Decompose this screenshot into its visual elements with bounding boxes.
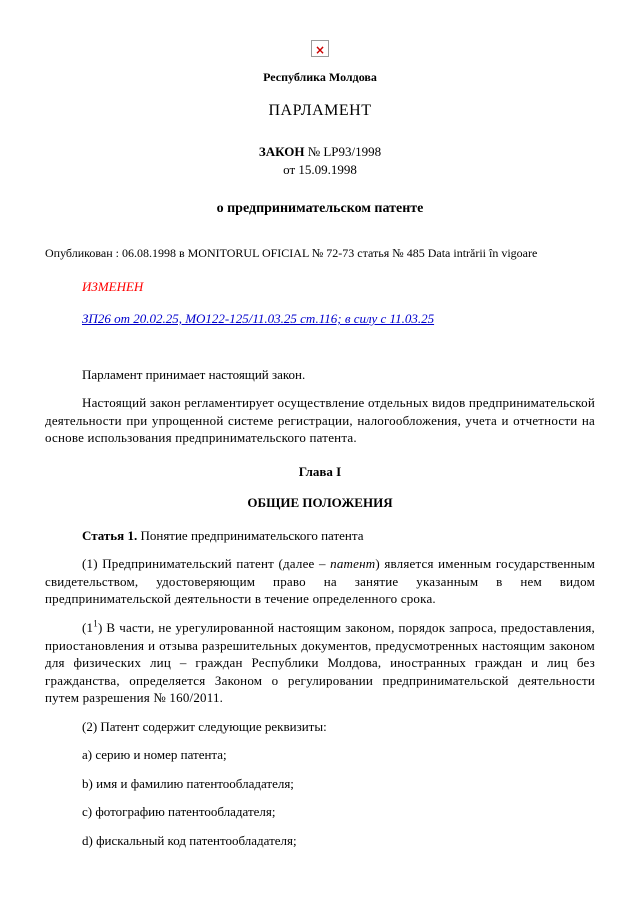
preamble-paragraph: Настоящий закон регламентирует осуществление отдельных видов предпринимательской деятельности при упрощенной системе регистрации, налогообложения, учета и отчетности на основе использования предпринимательского патента. bbox=[45, 395, 595, 446]
chapter-title: ОБЩИЕ ПОЛОЖЕНИЯ bbox=[247, 495, 393, 511]
law-number-line bbox=[45, 143, 595, 161]
amendment-link[interactable]: ЗП26 от 20.02.25, МО122-125/11.03.25 ст.116; в силу с 11.03.25 bbox=[82, 311, 435, 327]
country-name: Республика Молдова bbox=[263, 69, 377, 84]
article-1-heading bbox=[45, 527, 595, 545]
law-number: № LP93/1998 bbox=[307, 144, 382, 160]
amendment-status-label: ИЗМЕНЕН bbox=[82, 279, 144, 295]
article-1-title: Понятие предпринимательского патента bbox=[137, 527, 364, 543]
paragraph-1-1-superscript: 1 bbox=[93, 618, 98, 629]
adoption-line: Парламент принимает настоящий закон. bbox=[82, 366, 306, 382]
paragraph-1-text-start: (1) Предпринимательский патент (далее – bbox=[82, 556, 331, 572]
requisite-item-d: d) фискальный код патентообладателя; bbox=[82, 832, 297, 848]
law-label: ЗАКОН bbox=[258, 144, 305, 160]
law-heading bbox=[45, 143, 595, 178]
law-subject-title: о предпринимательском патенте bbox=[216, 201, 424, 217]
law-date: от 15.09.1998 bbox=[283, 161, 357, 177]
paragraph-1-term-italic: патент bbox=[330, 556, 376, 572]
article-1-paragraph-1-1 bbox=[45, 619, 595, 707]
paragraph-1-text-end: ) является именным государственным свидетельством, удостоверяющим право на занятие указанным в нем видом предпринимательской деятельности в течение определенного срока. bbox=[45, 556, 595, 607]
amendment-link-line bbox=[45, 310, 595, 328]
chapter-heading: Глава I bbox=[298, 463, 342, 479]
requisite-item-a: a) серию и номер патента; bbox=[82, 747, 227, 763]
requisite-item-c: c) фотографию патентообладателя; bbox=[82, 804, 276, 820]
broken-image-x-glyph: × bbox=[314, 42, 326, 57]
paragraph-1-1-open: (1 bbox=[82, 620, 94, 636]
requisite-item-b: b) имя и фамилию патентообладателя; bbox=[82, 775, 294, 791]
broken-image-icon bbox=[311, 40, 329, 57]
article-1-label: Статья 1. bbox=[82, 527, 138, 543]
paragraph-1-1-text: ) В части, не урегулированной настоящим законом, порядок запроса, предоставления, приостановления и отзыва разрешительных документов, предусмотренных настоящим законом для физических лиц – граждан Республики Молдова, иностранных граждан и лиц без гражданства, определяется Законом о регулировании предпринимательской деятельности путем разрешения № 160/2011. bbox=[45, 620, 595, 706]
article-1-paragraph-2: (2) Патент содержит следующие реквизиты: bbox=[82, 718, 327, 734]
institution-name: ПАРЛАМЕНТ bbox=[268, 101, 372, 119]
published-line: Опубликован : 06.08.1998 в MONITORUL OFICIAL № 72-73 статья № 485 Data intrării în vigoare bbox=[45, 246, 538, 261]
article-1-paragraph-1 bbox=[45, 555, 595, 608]
broken-image-row bbox=[45, 38, 595, 57]
